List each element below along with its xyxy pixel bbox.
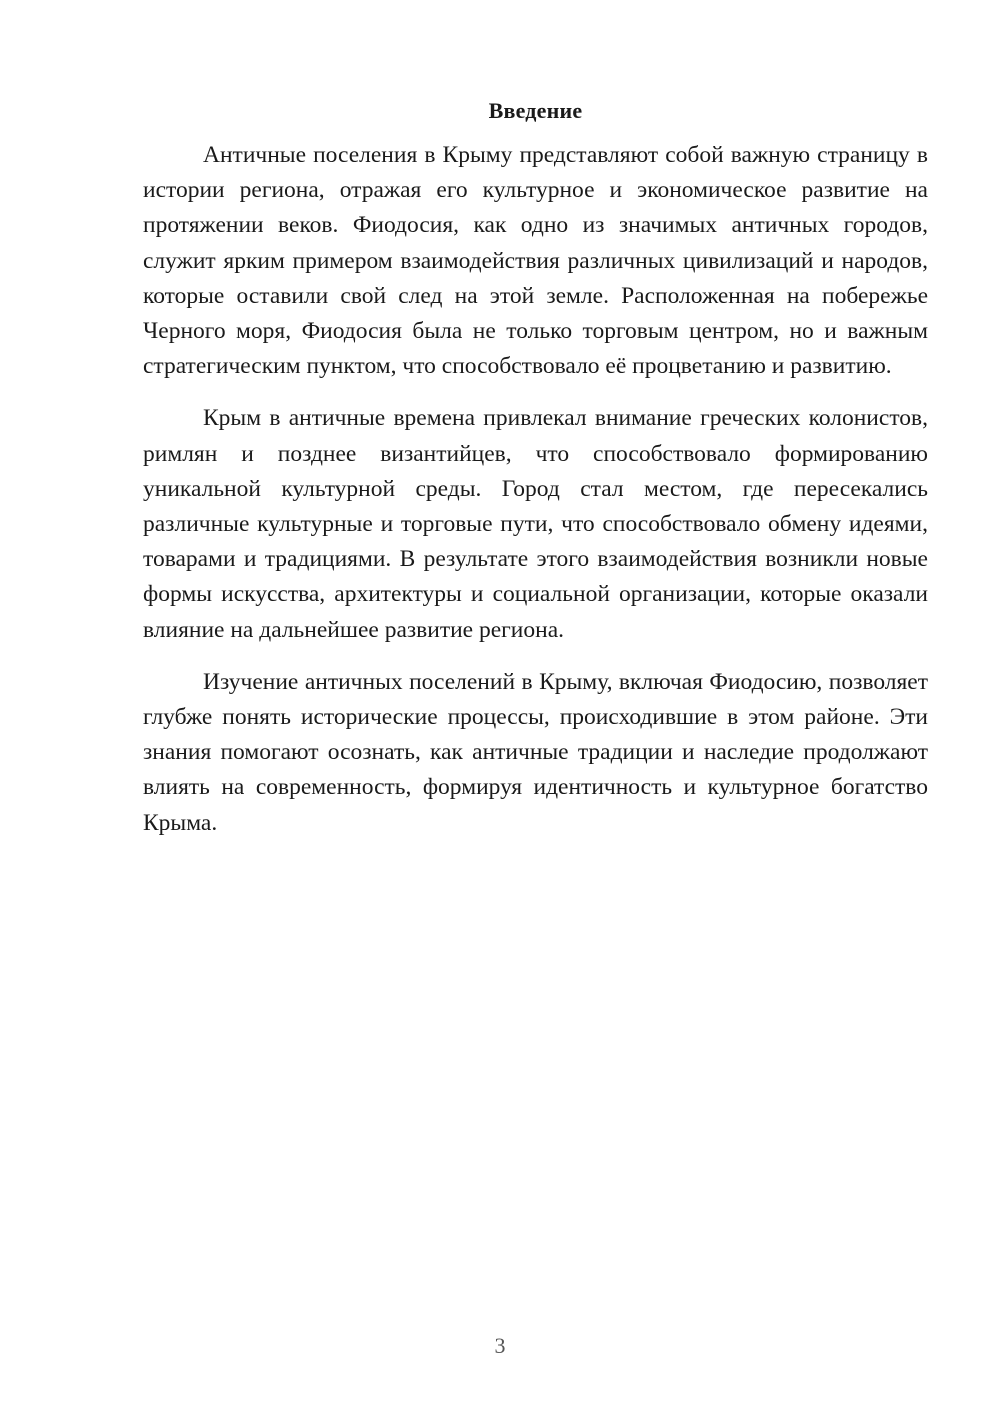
section-title: Введение — [488, 98, 583, 123]
paragraph-1: Античные поселения в Крыму представляют собой важную страницу в истории региона, отражая его культурное и экономическое развитие на протяжении веков. Фиодосия, как одно из значимых античных городов, служит ярким примером взаимодействия различных цивилизаций и народов, которые оставили свой след на этой земле. Расположенная на побережье Черного моря, Фиодосия была не только торговым центром, но и важным стратегическим пунктом, что способствовало её процветанию и развитию. — [143, 142, 928, 380]
page-number: 3 — [494, 1333, 506, 1358]
paragraph-2: Крым в античные времена привлекал внимание греческих колонистов, римлян и позднее византийцев, что способствовало формированию уникальной культурной среды. Город стал местом, где пересекались различные культурные и торговые пути, что способствовало обмену идеями, товарами и традициями. В результате этого взаимодействия возникли новые формы искусства, архитектуры и социальной организации, которые оказали влияние на дальнейшее развитие региона. — [143, 405, 928, 643]
paragraph-3: Изучение античных поселений в Крыму, включая Фиодосию, позволяет глубже понять исторические процессы, происходившие в этом районе. Эти знания помогают осознать, как античные традиции и наследие продолжают влиять на современность, формируя идентичность и культурное богатство Крыма. — [143, 668, 928, 836]
page-body — [143, 96, 928, 858]
